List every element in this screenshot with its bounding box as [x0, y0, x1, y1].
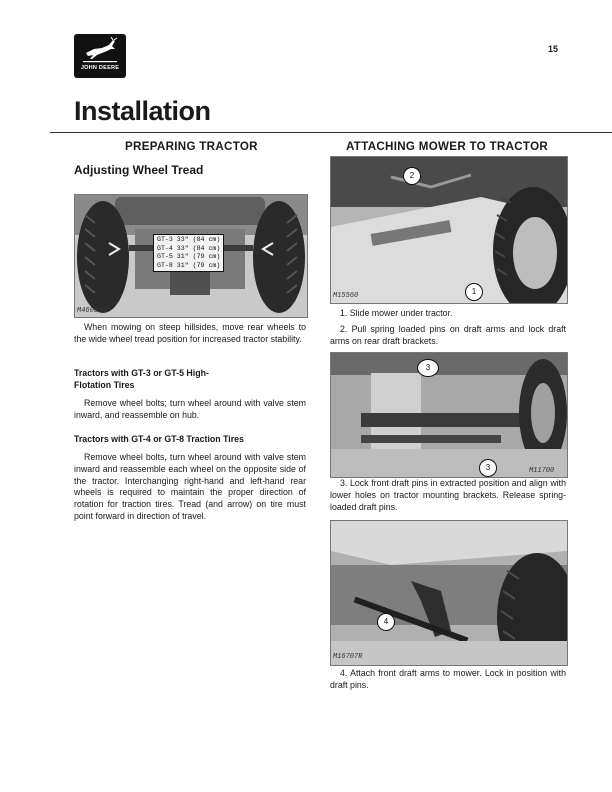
- step-4: 4. Attach front draft arms to mower. Lock in position with draft pins.: [330, 668, 566, 690]
- section2-title: Tractors with GT-4 or GT-8 Traction Tires: [74, 434, 244, 444]
- step-2: 2. Pull spring loaded pins on draft arms and lock draft arms on rear draft brackets.: [330, 324, 566, 346]
- john-deere-logo: [74, 34, 126, 78]
- step-3: 3. Lock front draft pins in extracted position and align with lower holes on tractor mounting brackets. Release spring-loaded draft pins.: [330, 478, 566, 512]
- logo-text: JOHN DEERE: [80, 65, 120, 71]
- photo-code: M15560: [333, 292, 359, 300]
- tread-row: GT-3 33" (84 cm): [157, 236, 221, 243]
- mower-under-tractor-photo: [330, 156, 568, 304]
- intro-paragraph: When mowing on steep hillsides, move rear wheels to the wide wheel tread position for increased tractor stability.: [74, 322, 306, 344]
- callout-3: 3: [417, 359, 439, 377]
- callout-1: 1: [465, 283, 483, 301]
- left-heading: PREPARING TRACTOR: [125, 140, 258, 153]
- section2-text: Remove wheel bolts, turn wheel around with valve stem inward and reassemble each wheel on the opposite side of the tractor. Interchanging right-hand and left-hand rear wheels is required to maintain the proper direction of rotation for traction tires. Tread (and arrow) on tire must point forward in direction of travel.: [74, 452, 306, 521]
- callout-2: 2: [403, 167, 421, 185]
- callout-3: 3: [479, 459, 497, 477]
- photo-code: M11700: [529, 467, 555, 475]
- step-1: 1. Slide mower under tractor.: [340, 308, 453, 318]
- photo-code: M46039N: [77, 307, 107, 315]
- draft-pins-photo: [330, 352, 568, 478]
- tread-row: GT-4 33" (84 cm): [157, 244, 221, 252]
- tread-row: GT-5 31" (79 cm): [157, 253, 221, 261]
- photo-code: M16707R: [333, 653, 363, 661]
- title-rule: [50, 132, 612, 133]
- tread-table: [153, 234, 224, 272]
- page-title: Installation: [74, 96, 211, 126]
- right-heading: ATTACHING MOWER TO TRACTOR: [346, 140, 549, 153]
- callout-4: 4: [377, 613, 395, 631]
- page-number: 15: [548, 44, 559, 54]
- section1-text: Remove wheel bolts; turn wheel around with valve stem inward, and reassemble on hub.: [74, 398, 306, 420]
- left-subheading: Adjusting Wheel Tread: [74, 163, 204, 177]
- deer-icon: [80, 37, 120, 63]
- tread-row: GT-8 31" (79 cm): [157, 261, 221, 269]
- section1-title: Tractors with GT-3 or GT-5 High-Flotation Tires: [74, 368, 209, 390]
- front-draft-arms-photo: [330, 520, 568, 666]
